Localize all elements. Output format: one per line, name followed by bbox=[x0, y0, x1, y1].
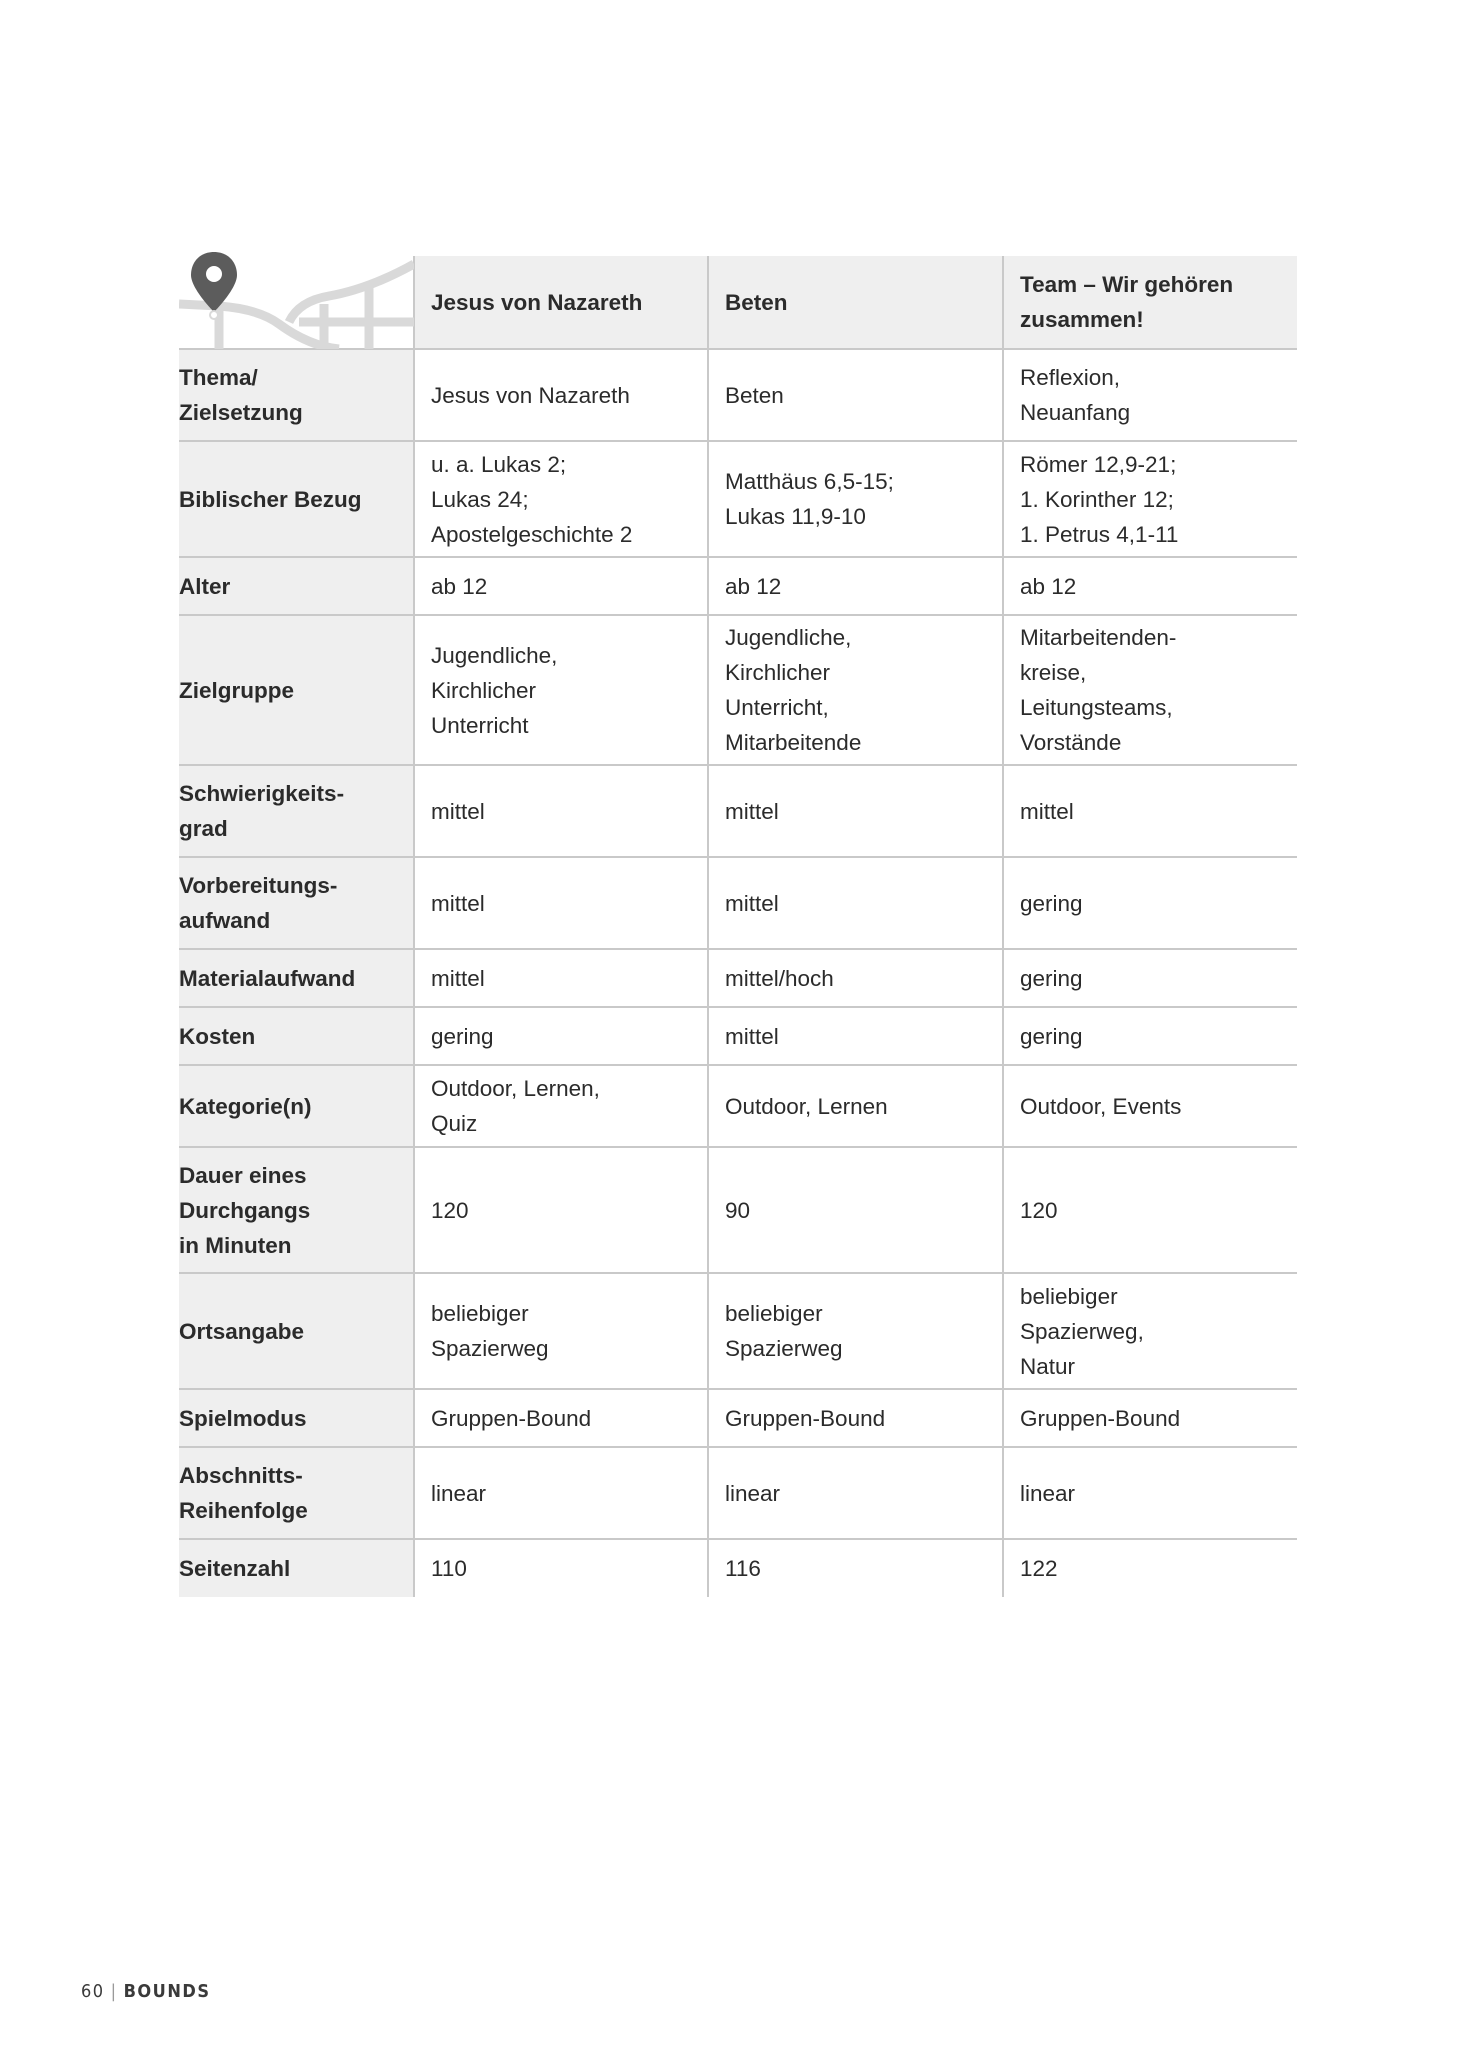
table-cell: beliebiger Spazierweg, Natur bbox=[1003, 1273, 1297, 1389]
table-cell: linear bbox=[708, 1447, 1003, 1539]
table-cell: 110 bbox=[414, 1539, 708, 1597]
table-cell: Outdoor, Events bbox=[1003, 1065, 1297, 1147]
row-label: Biblischer Bezug bbox=[179, 441, 414, 557]
row-label: Schwierigkeits- grad bbox=[179, 765, 414, 857]
table-row-seitenzahl bbox=[179, 1539, 1297, 1597]
table-cell: mittel bbox=[414, 949, 708, 1007]
table-cell: Jesus von Nazareth bbox=[414, 349, 708, 441]
table-cell: linear bbox=[414, 1447, 708, 1539]
table-row-kosten bbox=[179, 1007, 1297, 1065]
table-row-ortsangabe bbox=[179, 1273, 1297, 1389]
table-cell: Gruppen-Bound bbox=[414, 1389, 708, 1447]
table-cell: Outdoor, Lernen, Quiz bbox=[414, 1065, 708, 1147]
page-number: 60 bbox=[81, 1981, 105, 2002]
table-cell: u. a. Lukas 2; Lukas 24; Apostelgeschichte 2 bbox=[414, 441, 708, 557]
book-title: BOUNDS bbox=[123, 1981, 211, 2002]
table-cell: Gruppen-Bound bbox=[1003, 1389, 1297, 1447]
table-cell: beliebiger Spazierweg bbox=[708, 1273, 1003, 1389]
column-header-beten: Beten bbox=[708, 256, 1003, 349]
table-cell: 116 bbox=[708, 1539, 1003, 1597]
row-label: Materialaufwand bbox=[179, 949, 414, 1007]
map-pin-icon bbox=[179, 234, 414, 349]
table-cell: Matthäus 6,5-15; Lukas 11,9-10 bbox=[708, 441, 1003, 557]
table-cell: Römer 12,9-21; 1. Korinther 12; 1. Petrus 4,1-11 bbox=[1003, 441, 1297, 557]
table-cell: mittel bbox=[708, 857, 1003, 949]
table-row-thema bbox=[179, 349, 1297, 441]
table-cell: Mitarbeitenden- kreise, Leitungsteams, Vorstände bbox=[1003, 615, 1297, 765]
table-cell: gering bbox=[1003, 949, 1297, 1007]
table-row-alter bbox=[179, 557, 1297, 615]
row-label: Thema/ Zielsetzung bbox=[179, 349, 414, 441]
table-cell: mittel bbox=[414, 857, 708, 949]
column-header-team: Team – Wir gehören zusammen! bbox=[1003, 256, 1297, 349]
table-cell: Reflexion, Neuanfang bbox=[1003, 349, 1297, 441]
row-label: Abschnitts- Reihenfolge bbox=[179, 1447, 414, 1539]
table-cell: Outdoor, Lernen bbox=[708, 1065, 1003, 1147]
row-label: Alter bbox=[179, 557, 414, 615]
table-cell: 90 bbox=[708, 1147, 1003, 1273]
overview-table bbox=[179, 256, 1297, 1597]
row-label: Kosten bbox=[179, 1007, 414, 1065]
row-label: Kategorie(n) bbox=[179, 1065, 414, 1147]
table-cell: beliebiger Spazierweg bbox=[414, 1273, 708, 1389]
row-label: Dauer eines Durchgangs in Minuten bbox=[179, 1147, 414, 1273]
table-cell: Jugendliche, Kirchlicher Unterricht bbox=[414, 615, 708, 765]
table-cell: 120 bbox=[414, 1147, 708, 1273]
table-cell: linear bbox=[1003, 1447, 1297, 1539]
table-header-row bbox=[179, 256, 1297, 349]
column-header-jesus: Jesus von Nazareth bbox=[414, 256, 708, 349]
footer-separator: | bbox=[110, 1981, 118, 2002]
table-cell: Jugendliche, Kirchlicher Unterricht, Mitarbeitende bbox=[708, 615, 1003, 765]
table-cell: gering bbox=[1003, 857, 1297, 949]
table-cell: Gruppen-Bound bbox=[708, 1389, 1003, 1447]
table-cell: ab 12 bbox=[414, 557, 708, 615]
table-row-schwierigkeitsgrad bbox=[179, 765, 1297, 857]
row-label: Seitenzahl bbox=[179, 1539, 414, 1597]
table-row-zielgruppe bbox=[179, 615, 1297, 765]
table-cell: mittel bbox=[414, 765, 708, 857]
row-label: Spielmodus bbox=[179, 1389, 414, 1447]
header-corner bbox=[179, 256, 414, 349]
table-cell: 122 bbox=[1003, 1539, 1297, 1597]
table-row-biblischer-bezug bbox=[179, 441, 1297, 557]
table-row-dauer bbox=[179, 1147, 1297, 1273]
table-cell: mittel bbox=[708, 765, 1003, 857]
table-row-materialaufwand bbox=[179, 949, 1297, 1007]
table-row-kategorien bbox=[179, 1065, 1297, 1147]
row-label: Zielgruppe bbox=[179, 615, 414, 765]
table-cell: Beten bbox=[708, 349, 1003, 441]
table-cell: mittel bbox=[1003, 765, 1297, 857]
table-row-reihenfolge bbox=[179, 1447, 1297, 1539]
overview-table-wrapper bbox=[179, 256, 1297, 1597]
table-cell: 120 bbox=[1003, 1147, 1297, 1273]
table-cell: mittel bbox=[708, 1007, 1003, 1065]
table-cell: gering bbox=[1003, 1007, 1297, 1065]
table-row-spielmodus bbox=[179, 1389, 1297, 1447]
table-cell: ab 12 bbox=[1003, 557, 1297, 615]
row-label: Vorbereitungs- aufwand bbox=[179, 857, 414, 949]
page-footer bbox=[81, 1981, 211, 2002]
table-cell: mittel/hoch bbox=[708, 949, 1003, 1007]
row-label: Ortsangabe bbox=[179, 1273, 414, 1389]
table-row-vorbereitungsaufwand bbox=[179, 857, 1297, 949]
table-cell: gering bbox=[414, 1007, 708, 1065]
table-cell: ab 12 bbox=[708, 557, 1003, 615]
